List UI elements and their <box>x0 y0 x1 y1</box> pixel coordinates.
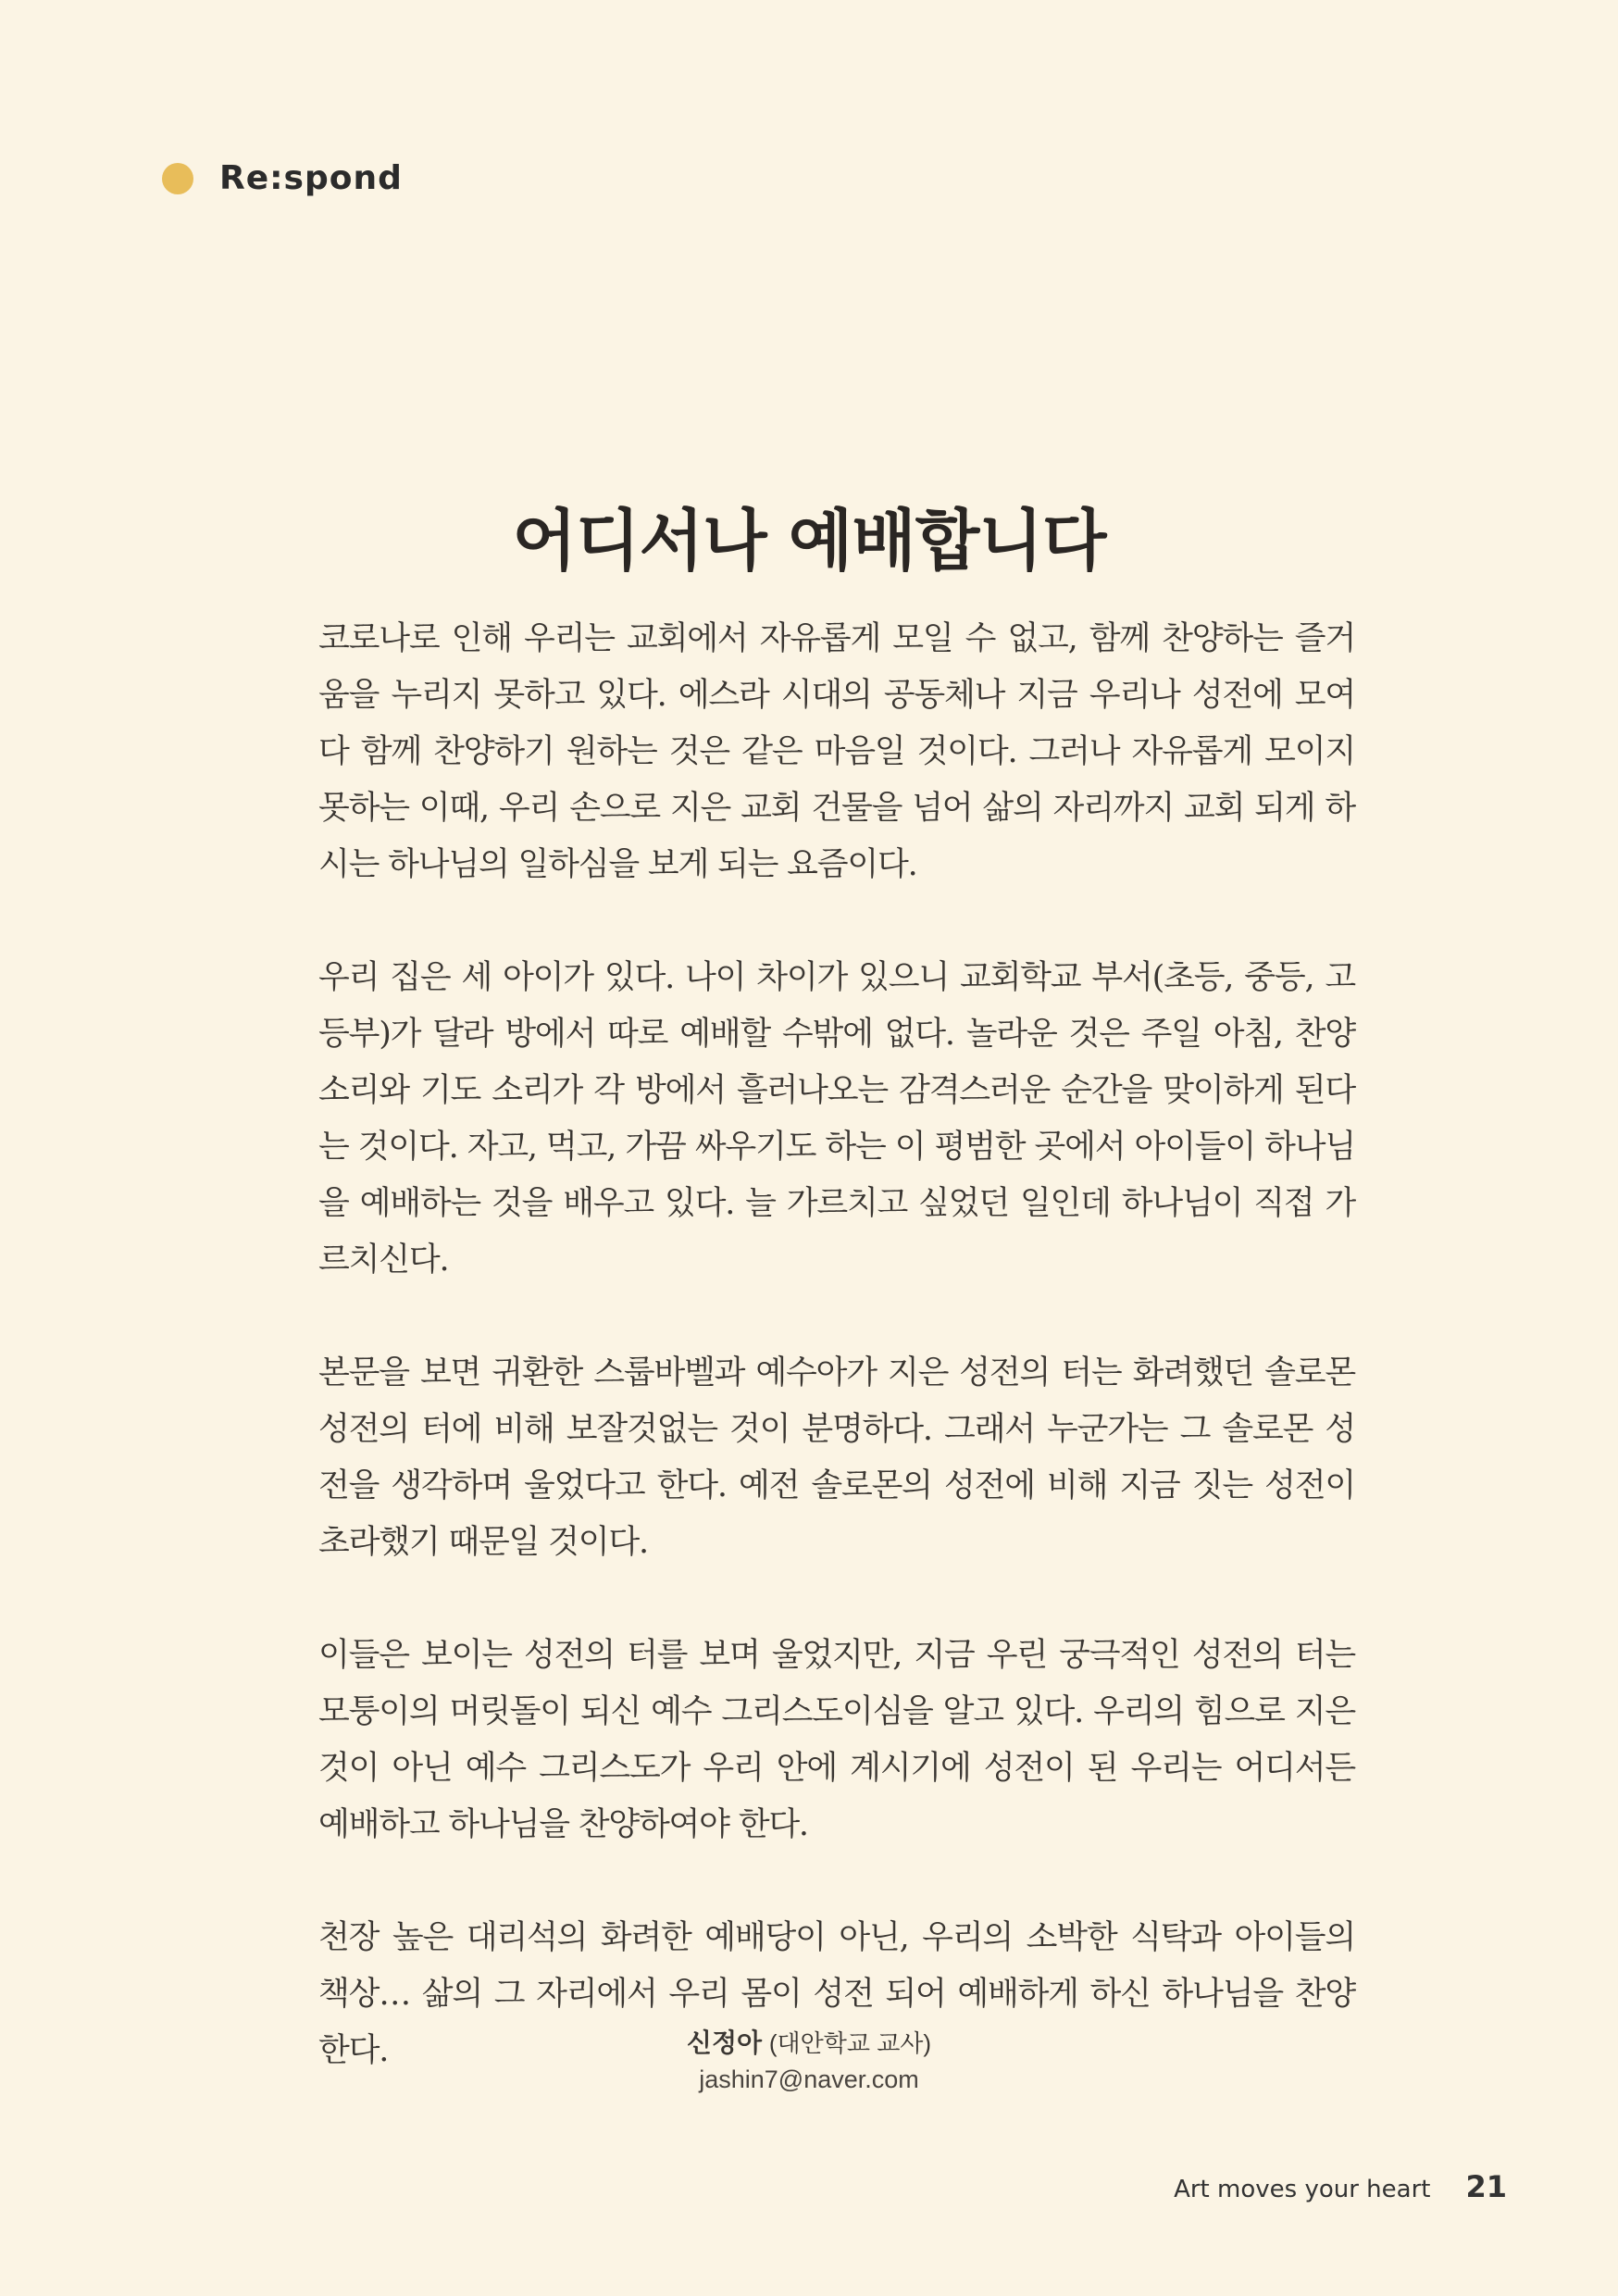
article-paragraph: 본문을 보면 귀환한 스룹바벨과 예수아가 지은 성전의 터는 화려했던 솔로몬 성전의 터에 비해 보잘것없는 것이 분명하다. 그래서 누군가는 그 솔로몬 성전을 생각하며 울었다고 한다. 예전 솔로몬의 성전에 비해 지금 짓는 성전이 초라했기 때문일 것이다. <box>318 1354 1355 1561</box>
author-name-line <box>0 2026 1618 2061</box>
page-footer <box>1174 2169 1507 2204</box>
author-email: jashin7@naver.com <box>699 2065 919 2093</box>
footer-tagline: Art moves your heart <box>1174 2176 1431 2203</box>
section-tag <box>162 159 403 197</box>
article-paragraph: 천장 높은 대리석의 화려한 예배당이 아닌, 우리의 소박한 식탁과 아이들의 책상… 삶의 그 자리에서 우리 몸이 성전 되어 예배하게 하신 하나님을 찬양한다. <box>318 1919 1355 2069</box>
author-name: 신정아 <box>686 2028 763 2057</box>
article-paragraph: 이들은 보이는 성전의 터를 보며 울었지만, 지금 우린 궁극적인 성전의 터는 모퉁이의 머릿돌이 되신 예수 그리스도이심을 알고 있다. 우리의 힘으로 지은 것이 아닌 예수 그리스도가 우리 안에 계시기에 성전이 된 우리는 어디서든 예배하고 하나님을 찬양하여야 한다. <box>318 1637 1355 1843</box>
author-role: (대안학교 교사) <box>768 2029 932 2057</box>
article-title: 어디서나 예배합니다 <box>512 501 1106 580</box>
article-paragraph: 우리 집은 세 아이가 있다. 나이 차이가 있으니 교회학교 부서(초등, 중등, 고등부)가 달라 방에서 따로 예배할 수밖에 없다. 놀라운 것은 주일 아침, 찬양 소리와 기도 소리가 각 방에서 흘러나오는 감격스러운 순간을 맞이하게 된다는 것이다. 자고, 먹고, 가끔 싸우기도 하는 이 평범한 곳에서 아이들이 하나님을 예배하는 것을 배우고 있다. 늘 가르치고 싶었던 일인데 하나님이 직접 가르치신다. <box>318 959 1355 1279</box>
section-dot-icon <box>162 163 193 194</box>
article-body <box>318 611 1355 2136</box>
author-byline <box>0 2026 1618 2098</box>
article-paragraph: 코로나로 인해 우리는 교회에서 자유롭게 모일 수 없고, 함께 찬양하는 즐거움을 누리지 못하고 있다. 에스라 시대의 공동체나 지금 우리나 성전에 모여 다 함께 찬양하기 원하는 것은 같은 마음일 것이다. 그러나 자유롭게 모이지 못하는 이때, 우리 손으로 지은 교회 건물을 넘어 삶의 자리까지 교회 되게 하시는 하나님의 일하심을 보게 되는 요즘이다. <box>318 620 1355 883</box>
page-number: 21 <box>1465 2169 1507 2204</box>
section-label: Re:spond <box>219 159 403 197</box>
